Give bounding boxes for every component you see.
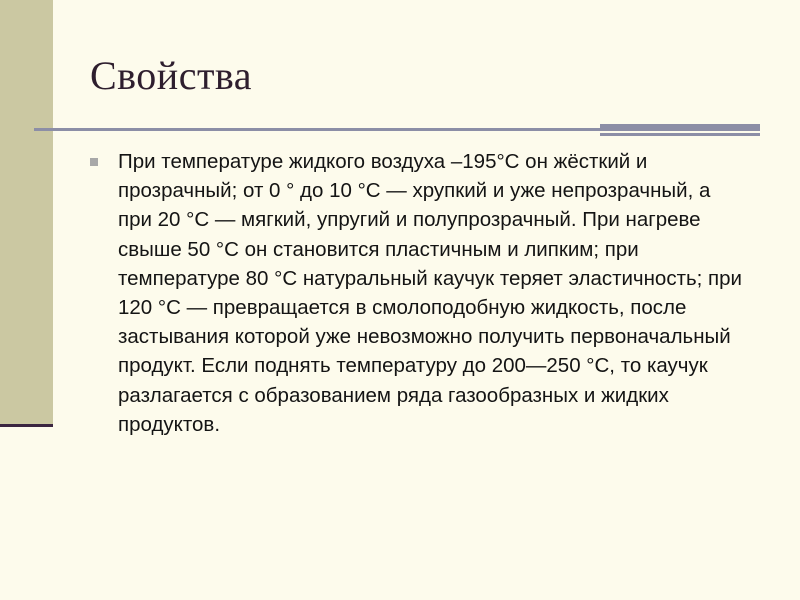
left-bar-underline	[0, 424, 53, 427]
bullet-list	[90, 147, 750, 439]
title-divider-accent	[600, 124, 760, 136]
bullet-text: При температуре жидкого воздуха –195°С он жёсткий и прозрачный; от 0 ° до 10 °С — хрупкий и уже непрозрачный, а при 20 °С — мягкий, упругий и полупрозрачный. При нагреве свыше 50 °С он становится пластичным и липким; при температуре 80 °С натуральный каучук теряет эластичность; при 120 °С — превращается в смолоподобную жидкость, после застывания которой уже невозможно получить первоначальный продукт. Если поднять температуру до 200—250 °С, то каучук разлагается с образованием ряда газообразных и жидких продуктов.	[118, 150, 742, 436]
square-bullet-icon	[90, 158, 98, 166]
title-divider-accent-gap	[600, 131, 760, 133]
slide-title: Свойства	[90, 53, 253, 98]
bullet-item	[90, 147, 750, 439]
left-decorative-bar	[0, 0, 53, 424]
